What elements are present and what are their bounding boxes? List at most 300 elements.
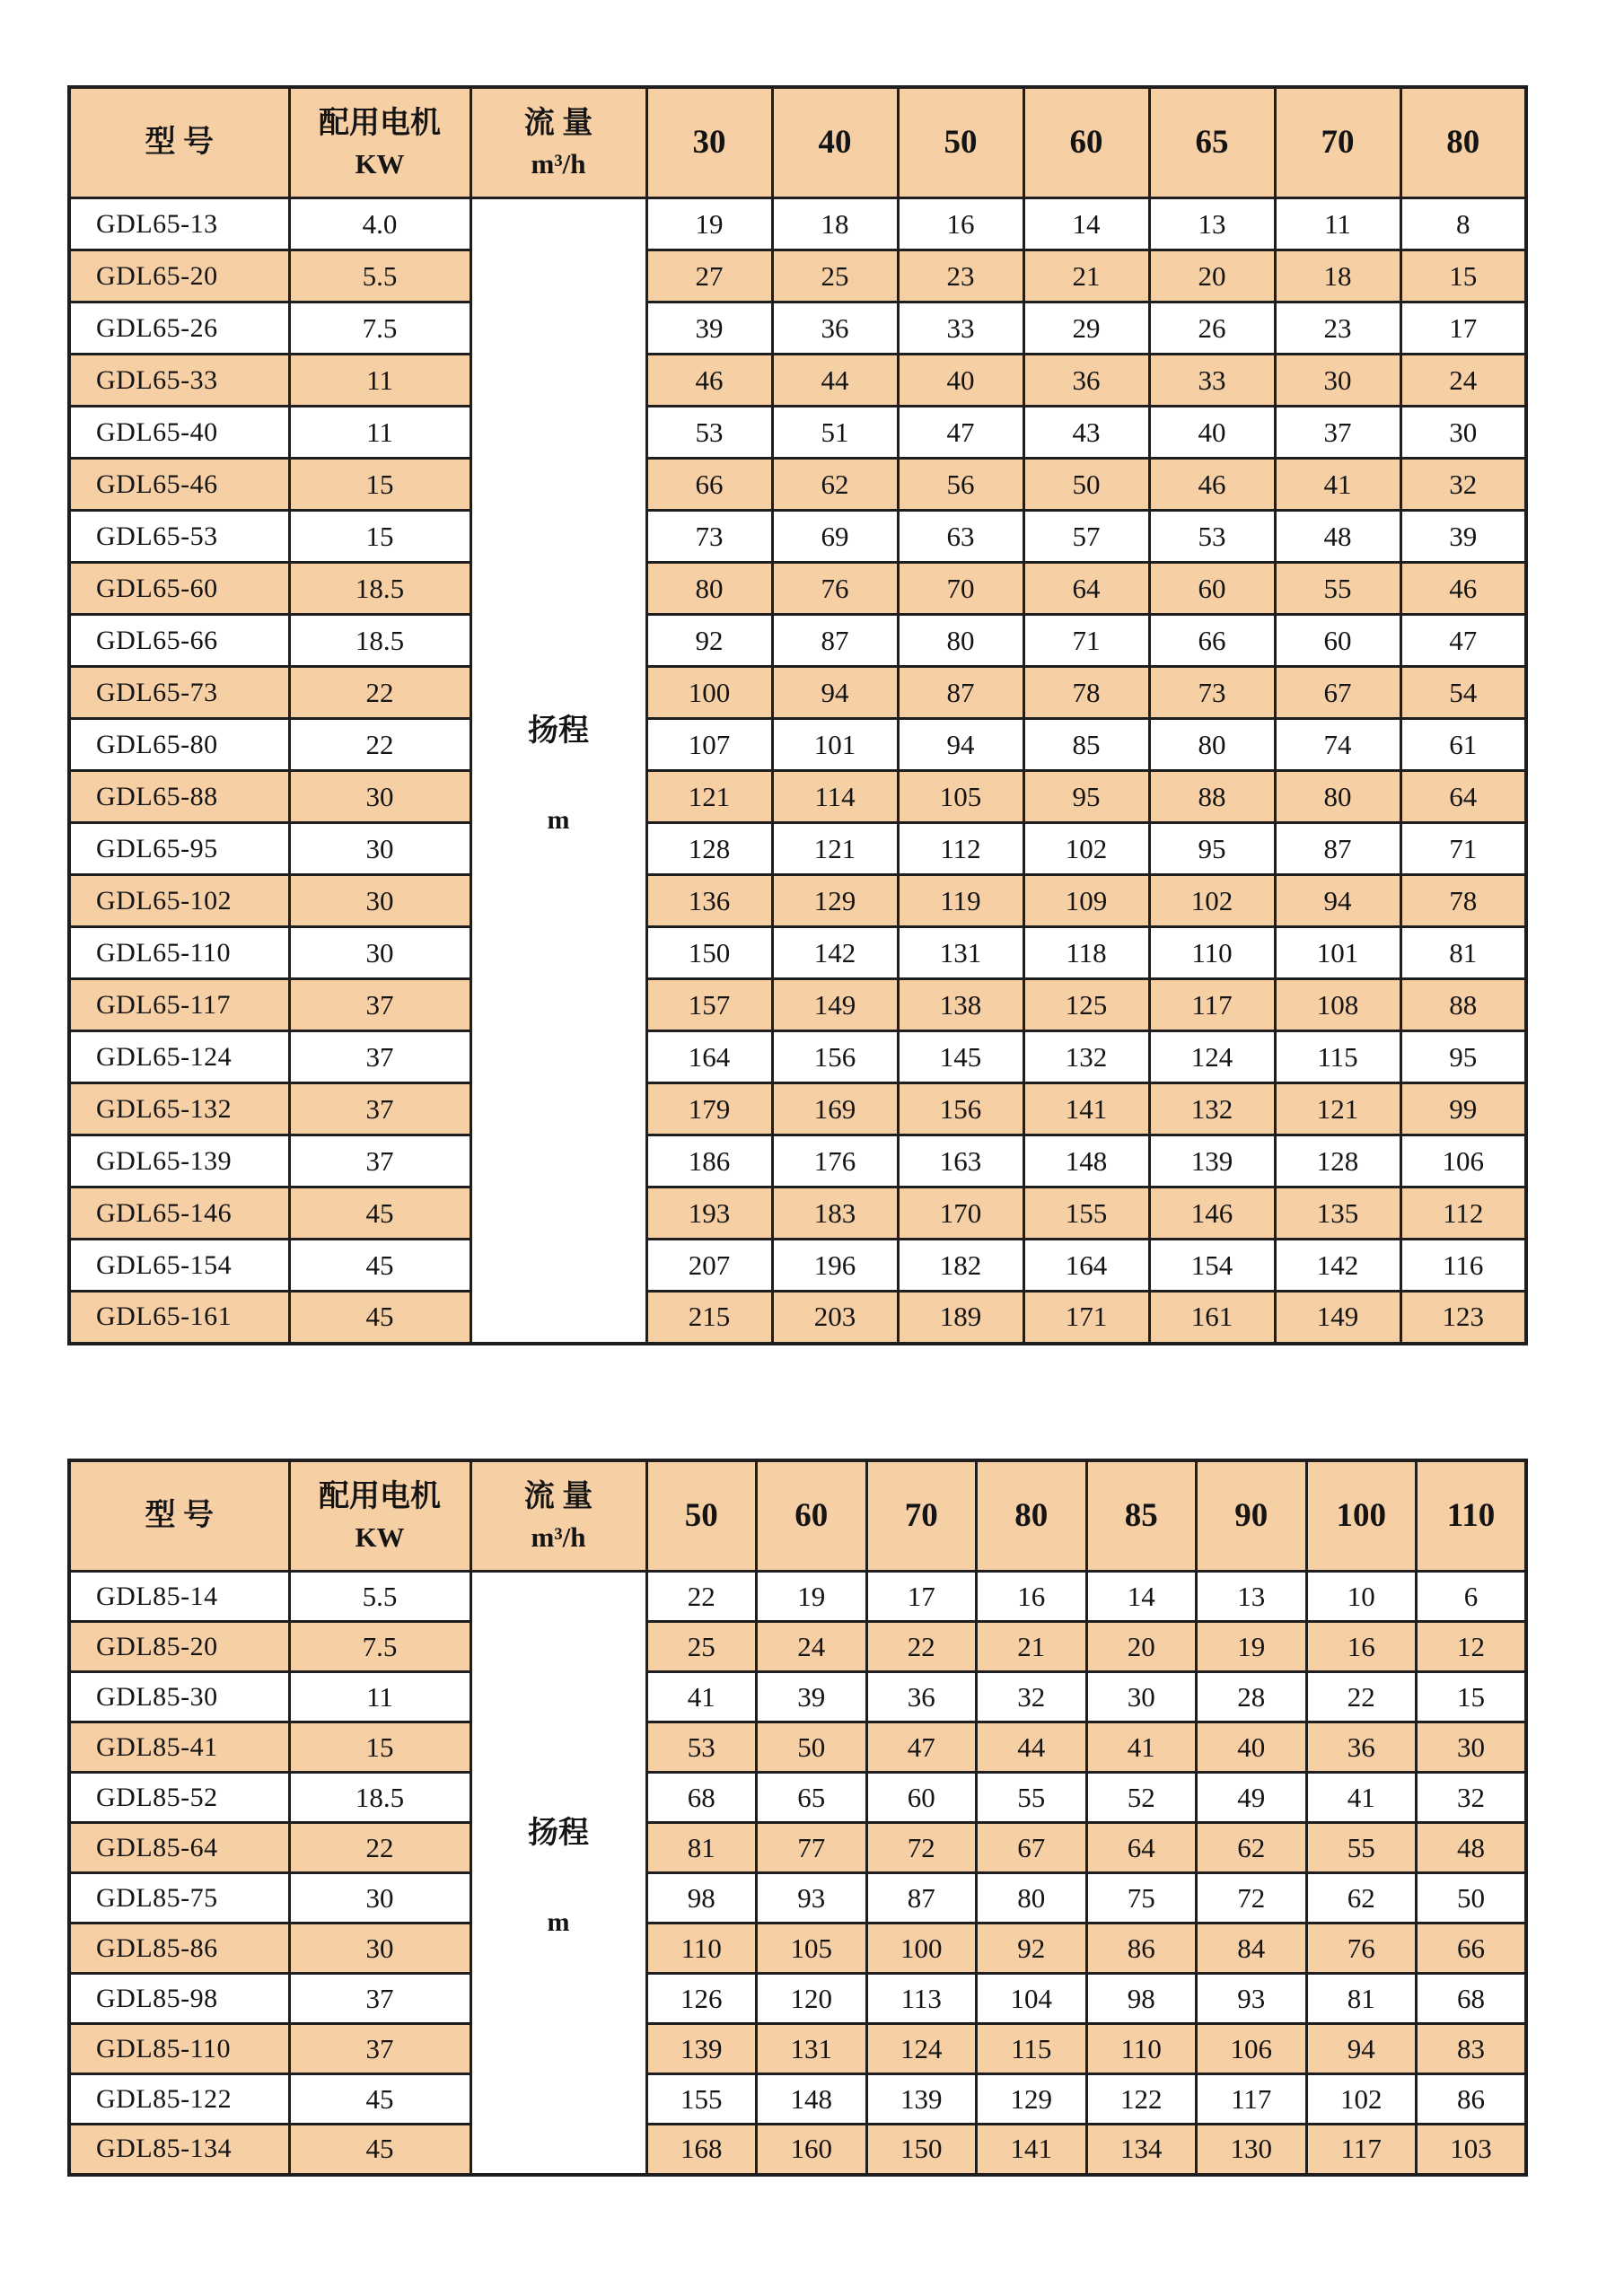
head-value-cell: 37 <box>1275 407 1400 459</box>
head-value-cell: 94 <box>898 719 1023 771</box>
head-value-cell: 94 <box>1306 2024 1417 2074</box>
table-row <box>69 459 1526 511</box>
header-row <box>69 87 1526 198</box>
head-value-cell: 14 <box>1086 1572 1197 1622</box>
head-value-cell: 20 <box>1149 250 1275 302</box>
pump-table-gdl65 <box>67 85 1528 1345</box>
head-value-cell: 110 <box>1149 927 1275 979</box>
head-value-cell: 62 <box>1197 1823 1307 1873</box>
motor-power-cell: 30 <box>289 823 470 875</box>
head-value-cell: 32 <box>1400 459 1526 511</box>
head-value-cell: 47 <box>898 407 1023 459</box>
model-cell: GDL85-134 <box>69 2125 289 2175</box>
head-value-cell: 86 <box>1417 2074 1527 2125</box>
head-value-cell: 64 <box>1023 563 1149 615</box>
head-value-cell: 141 <box>977 2125 1087 2175</box>
head-value-cell: 66 <box>1417 1924 1527 1974</box>
model-cell: GDL85-30 <box>69 1672 289 1722</box>
head-value-cell: 196 <box>772 1240 898 1292</box>
head-value-cell: 129 <box>977 2074 1087 2125</box>
head-value-cell: 60 <box>1275 615 1400 667</box>
head-value-cell: 60 <box>1149 563 1275 615</box>
table-row <box>69 2125 1526 2175</box>
head-value-cell: 87 <box>898 667 1023 719</box>
table-row <box>69 1240 1526 1292</box>
model-cell: GDL65-73 <box>69 667 289 719</box>
motor-power-cell: 18.5 <box>289 615 470 667</box>
head-value-cell: 66 <box>646 459 772 511</box>
table-row <box>69 407 1526 459</box>
table-row <box>69 1083 1526 1135</box>
head-value-cell: 215 <box>646 1292 772 1344</box>
head-value-cell: 56 <box>898 459 1023 511</box>
head-value-cell: 8 <box>1400 198 1526 250</box>
head-value-cell: 41 <box>1275 459 1400 511</box>
motor-power-cell: 18.5 <box>289 1773 470 1823</box>
motor-power-cell: 4.0 <box>289 198 470 250</box>
head-value-cell: 119 <box>898 875 1023 927</box>
head-value-cell: 105 <box>757 1924 867 1974</box>
head-value-cell: 183 <box>772 1187 898 1240</box>
head-value-cell: 141 <box>1023 1083 1149 1135</box>
head-value-cell: 87 <box>772 615 898 667</box>
motor-power-cell: 30 <box>289 771 470 823</box>
head-value-cell: 16 <box>898 198 1023 250</box>
head-value-cell: 13 <box>1149 198 1275 250</box>
head-value-cell: 117 <box>1197 2074 1307 2125</box>
motor-power-cell: 5.5 <box>289 250 470 302</box>
table-row <box>69 667 1526 719</box>
head-value-cell: 131 <box>757 2024 867 2074</box>
head-value-cell: 62 <box>772 459 898 511</box>
motor-power-cell: 37 <box>289 1135 470 1187</box>
flow-rate-column-header: 70 <box>866 1460 977 1572</box>
head-value-cell: 67 <box>1275 667 1400 719</box>
head-value-cell: 53 <box>1149 511 1275 563</box>
head-value-cell: 93 <box>757 1873 867 1924</box>
head-value-cell: 134 <box>1086 2125 1197 2175</box>
flow-rate-column-header: 60 <box>757 1460 867 1572</box>
model-cell: GDL65-20 <box>69 250 289 302</box>
head-value-cell: 121 <box>772 823 898 875</box>
head-value-cell: 40 <box>1149 407 1275 459</box>
head-value-cell: 39 <box>646 302 772 355</box>
head-value-cell: 154 <box>1149 1240 1275 1292</box>
head-value-cell: 14 <box>1023 198 1149 250</box>
table-row <box>69 1873 1526 1924</box>
head-value-cell: 146 <box>1149 1187 1275 1240</box>
motor-power-cell: 11 <box>289 1672 470 1722</box>
head-value-cell: 110 <box>1086 2024 1197 2074</box>
head-value-cell: 15 <box>1400 250 1526 302</box>
head-value-cell: 67 <box>977 1823 1087 1873</box>
head-value-cell: 71 <box>1400 823 1526 875</box>
head-value-cell: 71 <box>1023 615 1149 667</box>
head-value-cell: 155 <box>1023 1187 1149 1240</box>
head-value-cell: 121 <box>1275 1083 1400 1135</box>
head-value-cell: 156 <box>772 1031 898 1083</box>
flow-rate-column-header: 85 <box>1086 1460 1197 1572</box>
head-value-cell: 22 <box>646 1572 757 1622</box>
table-row <box>69 1974 1526 2024</box>
table-row <box>69 615 1526 667</box>
table-row <box>69 1924 1526 1974</box>
head-value-cell: 47 <box>1400 615 1526 667</box>
head-value-cell: 95 <box>1400 1031 1526 1083</box>
head-value-cell: 36 <box>1306 1722 1417 1773</box>
head-value-cell: 77 <box>757 1823 867 1873</box>
head-value-cell: 63 <box>898 511 1023 563</box>
head-value-cell: 121 <box>646 771 772 823</box>
head-value-cell: 54 <box>1400 667 1526 719</box>
model-cell: GDL65-161 <box>69 1292 289 1344</box>
model-cell: GDL65-124 <box>69 1031 289 1083</box>
head-value-cell: 109 <box>1023 875 1149 927</box>
head-value-cell: 57 <box>1023 511 1149 563</box>
head-value-cell: 18 <box>772 198 898 250</box>
table-row <box>69 719 1526 771</box>
head-value-cell: 80 <box>898 615 1023 667</box>
head-value-cell: 33 <box>898 302 1023 355</box>
head-value-cell: 155 <box>646 2074 757 2125</box>
head-value-cell: 84 <box>1197 1924 1307 1974</box>
head-value-cell: 142 <box>772 927 898 979</box>
head-value-cell: 179 <box>646 1083 772 1135</box>
head-value-cell: 161 <box>1149 1292 1275 1344</box>
table-row <box>69 511 1526 563</box>
motor-power-cell: 37 <box>289 2024 470 2074</box>
head-value-cell: 118 <box>1023 927 1149 979</box>
model-cell: GDL65-40 <box>69 407 289 459</box>
head-value-cell: 88 <box>1400 979 1526 1031</box>
head-value-cell: 115 <box>977 2024 1087 2074</box>
table-row <box>69 355 1526 407</box>
head-value-cell: 100 <box>866 1924 977 1974</box>
flow-rate-column-header: 100 <box>1306 1460 1417 1572</box>
motor-column-header: 配用电机 KW <box>289 87 470 198</box>
head-value-cell: 22 <box>866 1622 977 1672</box>
head-value-cell: 73 <box>646 511 772 563</box>
head-value-cell: 86 <box>1086 1924 1197 1974</box>
table-row <box>69 1823 1526 1873</box>
head-value-cell: 117 <box>1149 979 1275 1031</box>
head-value-cell: 142 <box>1275 1240 1400 1292</box>
head-value-cell: 94 <box>772 667 898 719</box>
motor-power-cell: 18.5 <box>289 563 470 615</box>
head-value-cell: 83 <box>1417 2024 1527 2074</box>
head-value-cell: 64 <box>1400 771 1526 823</box>
head-value-cell: 19 <box>757 1572 867 1622</box>
head-value-cell: 176 <box>772 1135 898 1187</box>
model-cell: GDL65-46 <box>69 459 289 511</box>
head-value-cell: 17 <box>866 1572 977 1622</box>
head-value-cell: 19 <box>646 198 772 250</box>
model-cell: GDL65-26 <box>69 302 289 355</box>
head-value-cell: 88 <box>1149 771 1275 823</box>
table-row <box>69 1572 1526 1622</box>
head-value-cell: 81 <box>646 1823 757 1873</box>
head-value-cell: 136 <box>646 875 772 927</box>
head-value-cell: 66 <box>1149 615 1275 667</box>
table-row <box>69 1187 1526 1240</box>
model-cell: GDL65-102 <box>69 875 289 927</box>
head-value-cell: 22 <box>1306 1672 1417 1722</box>
head-value-cell: 53 <box>646 407 772 459</box>
model-cell: GDL65-88 <box>69 771 289 823</box>
motor-power-cell: 45 <box>289 1187 470 1240</box>
head-value-cell: 44 <box>772 355 898 407</box>
head-value-cell: 112 <box>1400 1187 1526 1240</box>
head-value-cell: 68 <box>1417 1974 1527 2024</box>
head-value-cell: 76 <box>772 563 898 615</box>
head-value-cell: 30 <box>1275 355 1400 407</box>
head-value-cell: 160 <box>757 2125 867 2175</box>
head-value-cell: 27 <box>646 250 772 302</box>
model-cell: GDL65-117 <box>69 979 289 1031</box>
model-cell: GDL65-95 <box>69 823 289 875</box>
head-value-cell: 103 <box>1417 2125 1527 2175</box>
flow-rate-column-header: 50 <box>646 1460 757 1572</box>
head-value-cell: 102 <box>1149 875 1275 927</box>
head-value-cell: 21 <box>977 1622 1087 1672</box>
motor-power-cell: 45 <box>289 1292 470 1344</box>
model-cell: GDL65-66 <box>69 615 289 667</box>
head-value-cell: 78 <box>1400 875 1526 927</box>
pump-table-gdl65-wrap <box>67 85 1528 1345</box>
head-value-cell: 25 <box>646 1622 757 1672</box>
head-value-cell: 149 <box>772 979 898 1031</box>
head-value-cell: 99 <box>1400 1083 1526 1135</box>
head-value-cell: 139 <box>646 2024 757 2074</box>
head-value-cell: 43 <box>1023 407 1149 459</box>
head-value-cell: 95 <box>1023 771 1149 823</box>
model-cell: GDL65-53 <box>69 511 289 563</box>
flow-rate-column-header: 30 <box>646 87 772 198</box>
head-value-cell: 40 <box>898 355 1023 407</box>
pump-table-gdl85-wrap <box>67 1459 1528 2177</box>
head-value-cell: 100 <box>646 667 772 719</box>
motor-power-cell: 30 <box>289 875 470 927</box>
motor-power-cell: 45 <box>289 2125 470 2175</box>
head-value-cell: 171 <box>1023 1292 1149 1344</box>
head-value-cell: 105 <box>898 771 1023 823</box>
head-value-cell: 30 <box>1400 407 1526 459</box>
head-value-cell: 23 <box>898 250 1023 302</box>
head-value-cell: 193 <box>646 1187 772 1240</box>
pump-table-gdl85 <box>67 1459 1528 2177</box>
head-value-cell: 53 <box>646 1722 757 1773</box>
head-value-cell: 85 <box>1023 719 1149 771</box>
model-cell: GDL65-80 <box>69 719 289 771</box>
head-value-cell: 72 <box>1197 1873 1307 1924</box>
head-value-cell: 150 <box>646 927 772 979</box>
head-value-cell: 148 <box>757 2074 867 2125</box>
table-row <box>69 1672 1526 1722</box>
head-value-cell: 23 <box>1275 302 1400 355</box>
head-value-cell: 135 <box>1275 1187 1400 1240</box>
head-value-cell: 46 <box>1400 563 1526 615</box>
header-row <box>69 1460 1526 1572</box>
head-value-cell: 117 <box>1306 2125 1417 2175</box>
head-value-cell: 145 <box>898 1031 1023 1083</box>
head-value-cell: 51 <box>772 407 898 459</box>
motor-power-cell: 11 <box>289 407 470 459</box>
head-value-cell: 41 <box>646 1672 757 1722</box>
model-cell: GDL65-146 <box>69 1187 289 1240</box>
model-cell: GDL65-110 <box>69 927 289 979</box>
head-value-cell: 132 <box>1149 1083 1275 1135</box>
head-value-cell: 50 <box>1023 459 1149 511</box>
head-value-cell: 169 <box>772 1083 898 1135</box>
head-value-cell: 44 <box>977 1722 1087 1773</box>
flow-rate-column-header: 110 <box>1417 1460 1527 1572</box>
head-value-cell: 148 <box>1023 1135 1149 1187</box>
table-row <box>69 563 1526 615</box>
head-value-cell: 93 <box>1197 1974 1307 2024</box>
head-value-cell: 123 <box>1400 1292 1526 1344</box>
head-value-cell: 130 <box>1197 2125 1307 2175</box>
motor-power-cell: 45 <box>289 1240 470 1292</box>
head-value-cell: 47 <box>866 1722 977 1773</box>
flow-rate-column-header: 80 <box>977 1460 1087 1572</box>
head-value-cell: 115 <box>1275 1031 1400 1083</box>
head-value-cell: 182 <box>898 1240 1023 1292</box>
model-cell: GDL85-52 <box>69 1773 289 1823</box>
motor-power-cell: 7.5 <box>289 1622 470 1672</box>
head-value-cell: 55 <box>1275 563 1400 615</box>
motor-power-cell: 30 <box>289 927 470 979</box>
table-row <box>69 2074 1526 2125</box>
head-value-cell: 26 <box>1149 302 1275 355</box>
head-value-cell: 41 <box>1306 1773 1417 1823</box>
head-value-cell: 106 <box>1400 1135 1526 1187</box>
table-row <box>69 771 1526 823</box>
table-row <box>69 1292 1526 1344</box>
table-row <box>69 1773 1526 1823</box>
head-value-cell: 116 <box>1400 1240 1526 1292</box>
motor-power-cell: 30 <box>289 1924 470 1974</box>
model-column-header: 型 号 <box>69 87 289 198</box>
table-row <box>69 1622 1526 1672</box>
head-value-cell: 61 <box>1400 719 1526 771</box>
head-value-cell: 125 <box>1023 979 1149 1031</box>
head-value-cell: 64 <box>1086 1823 1197 1873</box>
head-value-cell: 98 <box>646 1873 757 1924</box>
table-row <box>69 2024 1526 2074</box>
head-value-cell: 11 <box>1275 198 1400 250</box>
motor-power-cell: 37 <box>289 1031 470 1083</box>
table-row <box>69 302 1526 355</box>
motor-power-cell: 37 <box>289 979 470 1031</box>
head-value-cell: 131 <box>898 927 1023 979</box>
head-value-cell: 107 <box>646 719 772 771</box>
head-value-cell: 72 <box>866 1823 977 1873</box>
table-row <box>69 1722 1526 1773</box>
flow-column-header: 流 量 m³/h <box>470 87 646 198</box>
head-value-cell: 13 <box>1197 1572 1307 1622</box>
head-value-cell: 132 <box>1023 1031 1149 1083</box>
head-value-cell: 16 <box>1306 1622 1417 1672</box>
head-value-cell: 164 <box>646 1031 772 1083</box>
head-unit-span-cell: 扬程 m <box>470 1572 646 2175</box>
head-value-cell: 76 <box>1306 1924 1417 1974</box>
model-cell: GDL85-64 <box>69 1823 289 1873</box>
table-row <box>69 875 1526 927</box>
motor-power-cell: 22 <box>289 667 470 719</box>
table-row <box>69 927 1526 979</box>
head-value-cell: 46 <box>646 355 772 407</box>
head-value-cell: 101 <box>1275 927 1400 979</box>
head-value-cell: 70 <box>898 563 1023 615</box>
head-value-cell: 98 <box>1086 1974 1197 2024</box>
head-value-cell: 138 <box>898 979 1023 1031</box>
model-cell: GDL85-110 <box>69 2024 289 2074</box>
head-value-cell: 28 <box>1197 1672 1307 1722</box>
head-value-cell: 80 <box>977 1873 1087 1924</box>
head-value-cell: 102 <box>1023 823 1149 875</box>
motor-power-cell: 7.5 <box>289 302 470 355</box>
flow-column-header: 流 量 m³/h <box>470 1460 646 1572</box>
head-value-cell: 29 <box>1023 302 1149 355</box>
head-value-cell: 124 <box>1149 1031 1275 1083</box>
head-value-cell: 17 <box>1400 302 1526 355</box>
head-value-cell: 112 <box>898 823 1023 875</box>
model-cell: GDL65-13 <box>69 198 289 250</box>
flow-rate-column-header: 70 <box>1275 87 1400 198</box>
flow-rate-column-header: 90 <box>1197 1460 1307 1572</box>
motor-power-cell: 37 <box>289 1974 470 2024</box>
motor-column-header: 配用电机 KW <box>289 1460 470 1572</box>
head-value-cell: 65 <box>757 1773 867 1823</box>
head-value-cell: 150 <box>866 2125 977 2175</box>
head-value-cell: 32 <box>1417 1773 1527 1823</box>
head-value-cell: 87 <box>1275 823 1400 875</box>
head-value-cell: 48 <box>1275 511 1400 563</box>
model-column-header: 型 号 <box>69 1460 289 1572</box>
head-value-cell: 36 <box>1023 355 1149 407</box>
head-value-cell: 186 <box>646 1135 772 1187</box>
head-value-cell: 36 <box>772 302 898 355</box>
head-value-cell: 48 <box>1417 1823 1527 1873</box>
head-value-cell: 120 <box>757 1974 867 2024</box>
model-cell: GDL65-139 <box>69 1135 289 1187</box>
flow-rate-column-header: 50 <box>898 87 1023 198</box>
table-row <box>69 823 1526 875</box>
head-value-cell: 32 <box>977 1672 1087 1722</box>
head-value-cell: 73 <box>1149 667 1275 719</box>
head-value-cell: 78 <box>1023 667 1149 719</box>
head-value-cell: 128 <box>1275 1135 1400 1187</box>
model-cell: GDL65-60 <box>69 563 289 615</box>
head-value-cell: 6 <box>1417 1572 1527 1622</box>
flow-rate-column-header: 40 <box>772 87 898 198</box>
model-cell: GDL85-86 <box>69 1924 289 1974</box>
head-value-cell: 40 <box>1197 1722 1307 1773</box>
head-value-cell: 168 <box>646 2125 757 2175</box>
motor-power-cell: 15 <box>289 459 470 511</box>
head-unit-span-cell: 扬程 m <box>470 198 646 1344</box>
head-value-cell: 12 <box>1417 1622 1527 1672</box>
head-value-cell: 207 <box>646 1240 772 1292</box>
model-cell: GDL85-20 <box>69 1622 289 1672</box>
head-value-cell: 164 <box>1023 1240 1149 1292</box>
head-value-cell: 114 <box>772 771 898 823</box>
head-value-cell: 163 <box>898 1135 1023 1187</box>
head-value-cell: 20 <box>1086 1622 1197 1672</box>
flow-rate-column-header: 80 <box>1400 87 1526 198</box>
head-value-cell: 15 <box>1417 1672 1527 1722</box>
head-value-cell: 50 <box>757 1722 867 1773</box>
